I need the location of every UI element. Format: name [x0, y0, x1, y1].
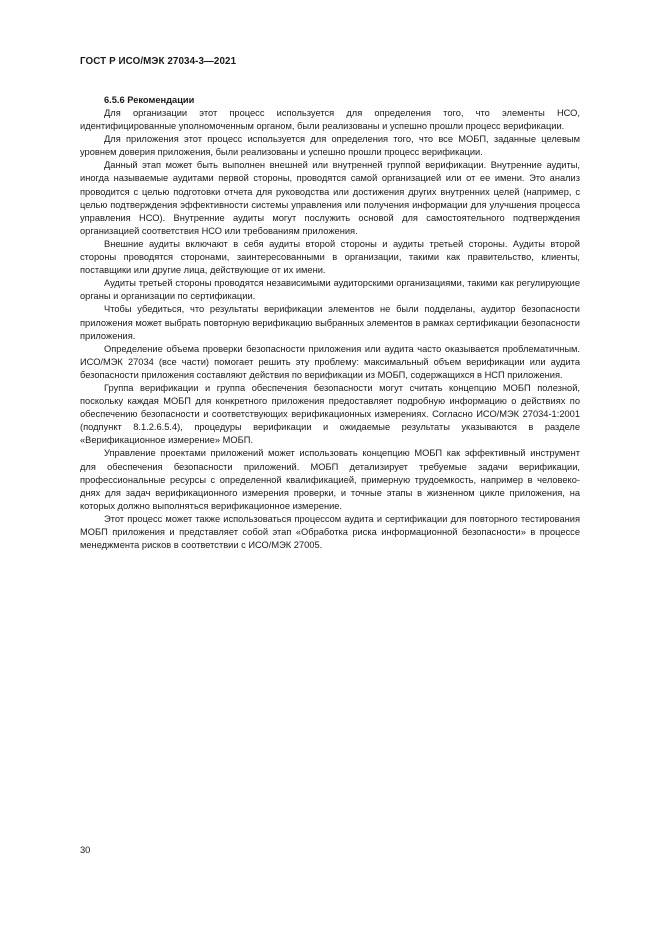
paragraph: Данный этап может быть выполнен внешней или внутренней группой верификации. Внутренние аудиты, иногда называемые аудитами первой стороны, проводятся самой организацией или от ее имени. Это анализ проводится с целью подготовки отчета для руководства или достижения других внутренних целей (например, с целью подтверждения эффективности системы управления или получения информации для улучшения процесса управления НСО). Внутренние аудиты могут послужить основой для самостоятельного подтверждения организацией соответствия НСО или требованиям приложения.	[80, 160, 580, 236]
section-title: 6.5.6 Рекомендации	[104, 95, 195, 105]
paragraph: Для приложения этот процесс используется для определения того, что все МОБП, заданные целевым уровнем доверия приложения, были реализованы и успешно прошли процесс верификации.	[80, 134, 580, 158]
paragraph: Определение объема проверки безопасности приложения или аудита часто оказывается проблематичным. ИСО/МЭК 27034 (все части) помогает решить эту проблему: максимальный объем верификации или аудита безопасности приложения составляют действия по верификации из МОБП, содержащихся в НСП приложения.	[80, 343, 580, 380]
body-text	[80, 107, 580, 552]
paragraph: Аудиты третьей стороны проводятся независимыми аудиторскими организациями, такими как регулирующие органы и организации по сертификации.	[80, 278, 580, 302]
standard-header: ГОСТ Р ИСО/МЭК 27034-3—2021	[80, 56, 237, 67]
paragraph: Внешние аудиты включают в себя аудиты второй стороны и аудиты третьей стороны. Аудиты второй стороны проводятся сторонами, заинтересованными в организации, такими как правительство, клиенты, поставщики или другие лица, действующие от их имени.	[80, 238, 580, 276]
paragraph: Чтобы убедиться, что результаты верификации элементов не были подделаны, аудитор безопасности приложения может выбрать повторную верификацию выбранных элементов в рамках сертификации безопасности приложения.	[80, 304, 580, 341]
paragraph: Группа верификации и группа обеспечения безопасности могут считать концепцию МОБП полезной, поскольку каждая МОБП для конкретного приложения предоставляет подробную информацию о действиях по обеспечению безопасности и соответствующих верификационных измерениях. Согласно ИСО/МЭК 27034-1:2001 (подпункт 8.1.2.6.5.4), процедуры верификации и ожидаемые результаты указываются в разделе «Верификационное измерение» МОБП.	[80, 382, 580, 446]
paragraph: Этот процесс может также использоваться процессом аудита и сертификации для повторного тестирования МОБП приложения и представляет собой этап «Обработка риска информационной безопасности» в процессе менеджмента рисков в соответствии с ИСО/МЭК 27005.	[80, 513, 580, 551]
paragraph: Управление проектами приложений может использовать концепцию МОБП как эффективный инструмент для обеспечения безопасности приложений. МОБП детализирует требуемые задачи верификации, профессиональные ресурсы с определенной квалификацией, примерную трудоемкость, например в человеко-днях для задач верификационного измерения проверки, и точные этапы в жизненном цикле приложения, на которых должно выполняться верификационное измерение.	[80, 448, 580, 511]
page-number: 30	[80, 845, 91, 855]
paragraph: Для организации этот процесс используется для определения того, что элементы НСО, идентифицированные уполномоченным органом, были реализованы и успешно прошли процесс верификации.	[80, 108, 580, 132]
